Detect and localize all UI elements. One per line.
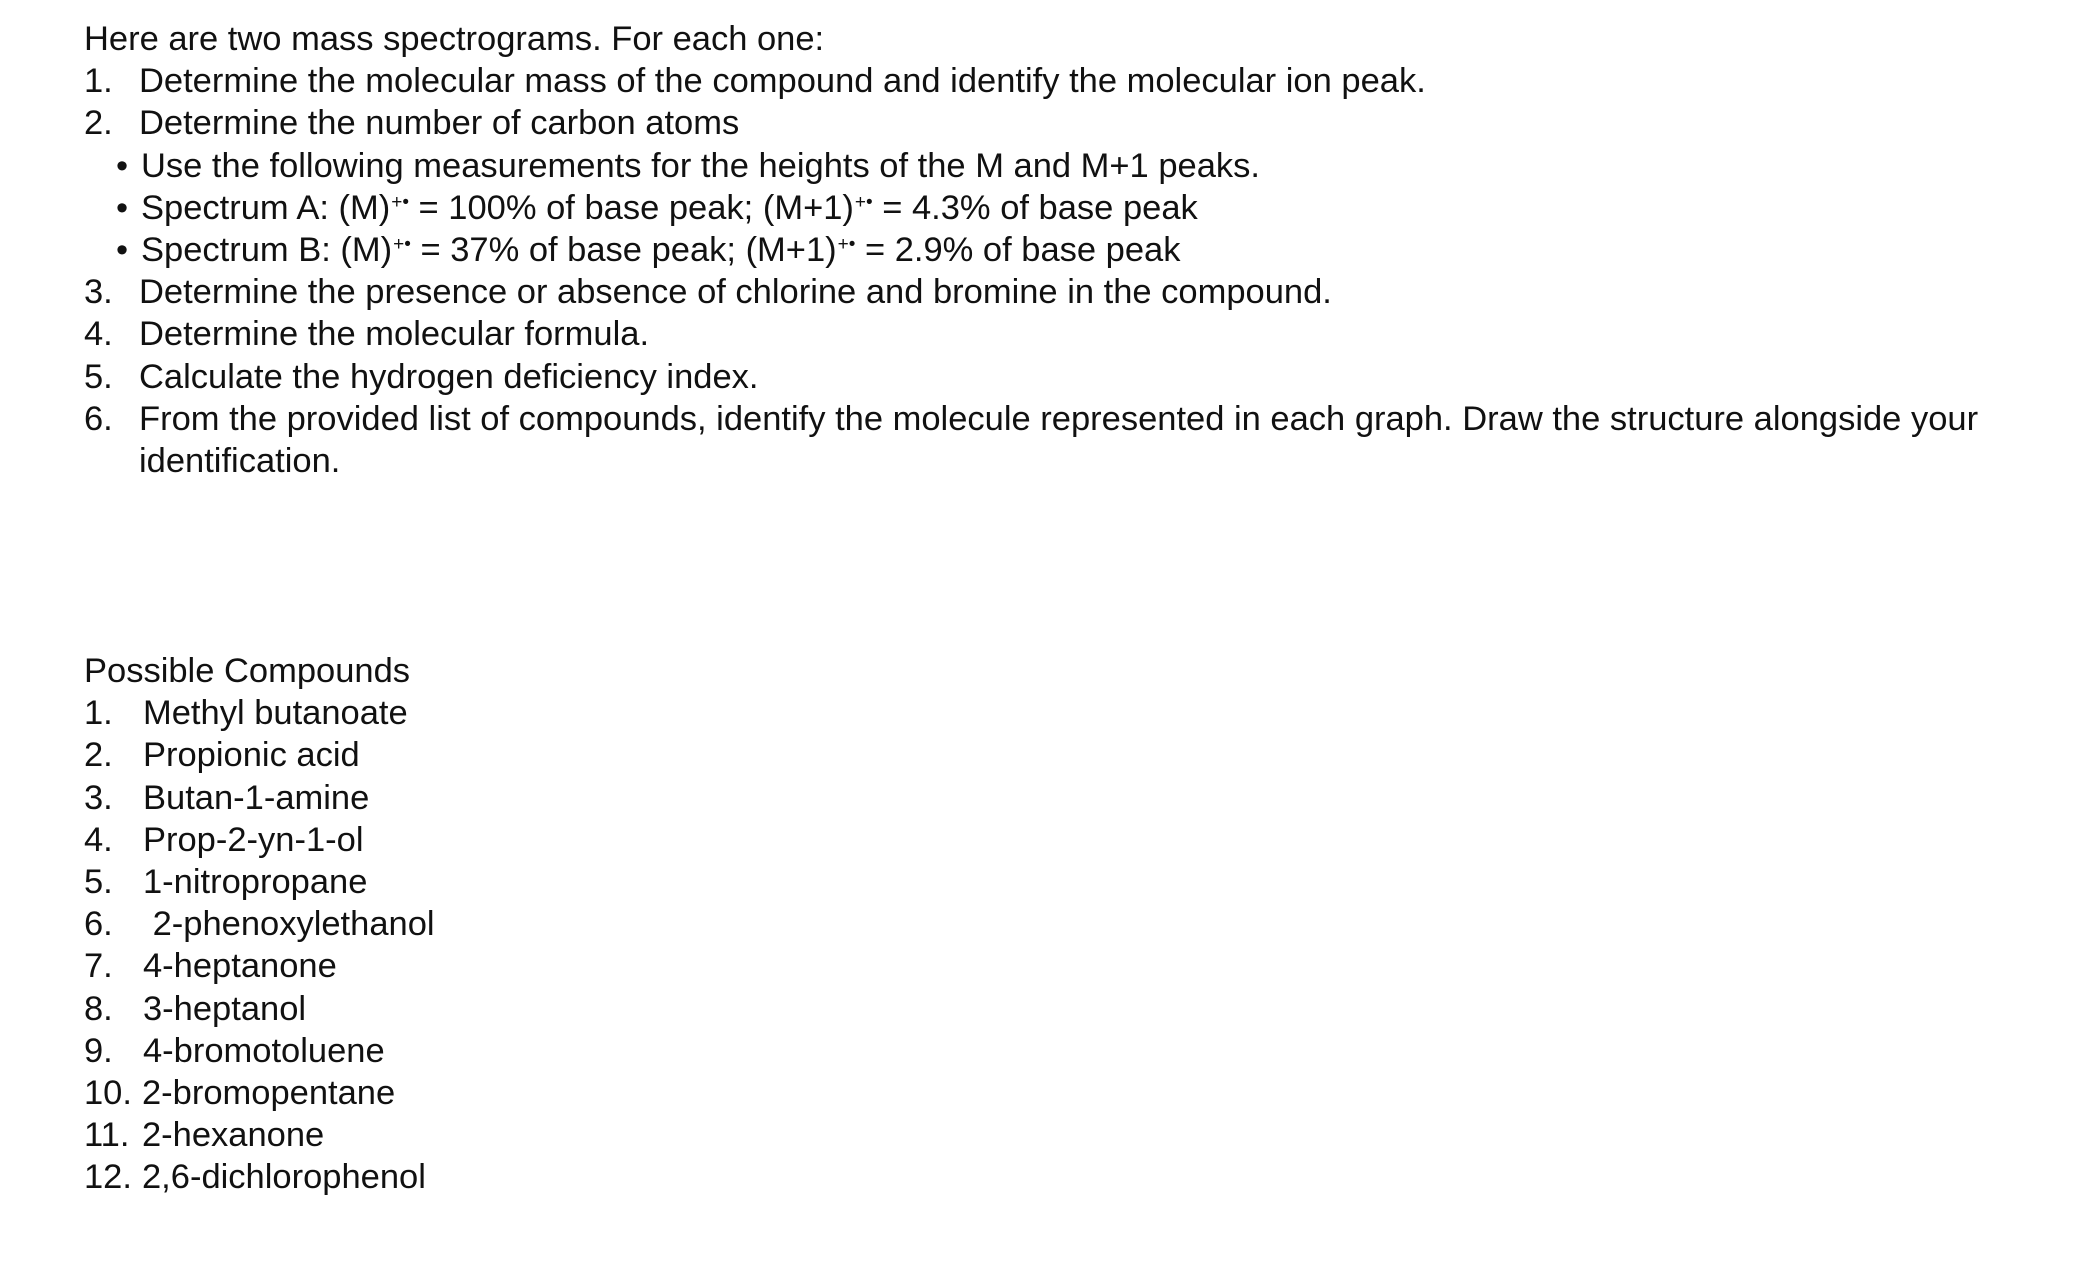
bullet-measurements — [84, 145, 1978, 187]
step-text: Determine the molecular mass of the compound and identify the molecular ion peak. — [139, 62, 1426, 101]
step-text: From the provided list of compounds, identify the molecule represented in each graph. Draw the structure alongside your — [139, 399, 1979, 438]
compound-name: 4-bromotoluene — [143, 1031, 385, 1070]
bullet-icon: • — [115, 188, 129, 227]
compound-name: 2-phenoxylethanol — [143, 905, 435, 944]
list-item — [84, 1030, 435, 1072]
spectrum-a-label: Spectrum A: (M) — [141, 188, 391, 227]
step-number: 6. — [84, 399, 113, 438]
step-2 — [84, 102, 1978, 144]
step-6 — [84, 398, 1978, 440]
compound-name: Prop-2-yn-1-ol — [143, 820, 364, 859]
compound-name: Methyl butanoate — [143, 694, 408, 733]
compound-number: 4. — [84, 820, 113, 859]
compound-number: 5. — [84, 862, 113, 901]
compound-number: 3. — [84, 778, 113, 817]
compound-name: 2,6-dichlorophenol — [142, 1158, 426, 1197]
compound-number: 8. — [84, 989, 113, 1028]
intro-text: Here are two mass spectrograms. For each one: — [84, 20, 825, 58]
list-item — [84, 1156, 435, 1198]
bullet-icon: • — [115, 146, 129, 185]
list-item — [84, 903, 435, 945]
list-item — [84, 819, 435, 861]
step-3 — [84, 271, 1978, 313]
compound-number: 7. — [84, 947, 113, 986]
bullet-spectrum-a — [84, 187, 1978, 229]
step-number: 1. — [84, 62, 113, 101]
spectrum-a-middle: = 100% of base peak; (M+1) — [408, 188, 854, 227]
radical-cation-superscript: +• — [854, 191, 873, 213]
compound-name: Propionic acid — [143, 736, 360, 775]
bullet-spectrum-b — [84, 229, 1978, 271]
list-item — [84, 988, 435, 1030]
bullet-icon: • — [115, 230, 129, 269]
compound-number: 11. — [84, 1116, 130, 1155]
spectrum-b-label: Spectrum B: (M) — [141, 230, 393, 269]
compound-number: 1. — [84, 694, 113, 733]
compound-number: 2. — [84, 736, 113, 775]
list-item — [84, 692, 435, 734]
spectrum-b-end: = 2.9% of base peak — [855, 230, 1181, 269]
radical-cation-superscript: +• — [391, 191, 409, 213]
compound-name: 1-nitropropane — [143, 862, 368, 901]
step-text: Determine the presence or absence of chlorine and bromine in the compound. — [139, 273, 1332, 312]
possible-compounds-list — [84, 650, 435, 1198]
step-text: Calculate the hydrogen deficiency index. — [139, 357, 759, 396]
compound-name: 4-heptanone — [143, 947, 337, 986]
step-6-continuation: identification. — [139, 441, 341, 480]
step-text: Determine the number of carbon atoms — [139, 104, 740, 143]
bullet-text: Use the following measurements for the heights of the M and M+1 peaks. — [141, 146, 1260, 185]
compound-number: 6. — [84, 905, 113, 944]
step-number: 2. — [84, 104, 113, 143]
list-item — [84, 1072, 435, 1114]
list-item — [84, 1114, 435, 1156]
compound-name: 2-hexanone — [142, 1116, 325, 1155]
compound-number: 9. — [84, 1031, 113, 1070]
step-number: 4. — [84, 315, 113, 354]
compound-name: 2-bromopentane — [142, 1073, 396, 1112]
radical-cation-superscript: +• — [393, 233, 411, 255]
spectrum-a-end: = 4.3% of base peak — [872, 188, 1198, 227]
step-number: 3. — [84, 273, 113, 312]
radical-cation-superscript: +• — [837, 233, 856, 255]
step-5 — [84, 356, 1978, 398]
instructions — [84, 18, 1978, 482]
step-text: Determine the molecular formula. — [139, 315, 650, 354]
list-item — [84, 777, 435, 819]
compound-name: 3-heptanol — [143, 989, 307, 1028]
compound-number: 10. — [84, 1073, 132, 1112]
list-item — [84, 945, 435, 987]
spectrum-b-middle: = 37% of base peak; (M+1) — [410, 230, 837, 269]
list-item — [84, 861, 435, 903]
step-1 — [84, 60, 1978, 102]
step-4 — [84, 313, 1978, 355]
step-number: 5. — [84, 357, 113, 396]
list-item — [84, 734, 435, 776]
compound-number: 12. — [84, 1158, 132, 1197]
compounds-title: Possible Compounds — [84, 652, 411, 690]
compound-name: Butan-1-amine — [143, 778, 370, 817]
